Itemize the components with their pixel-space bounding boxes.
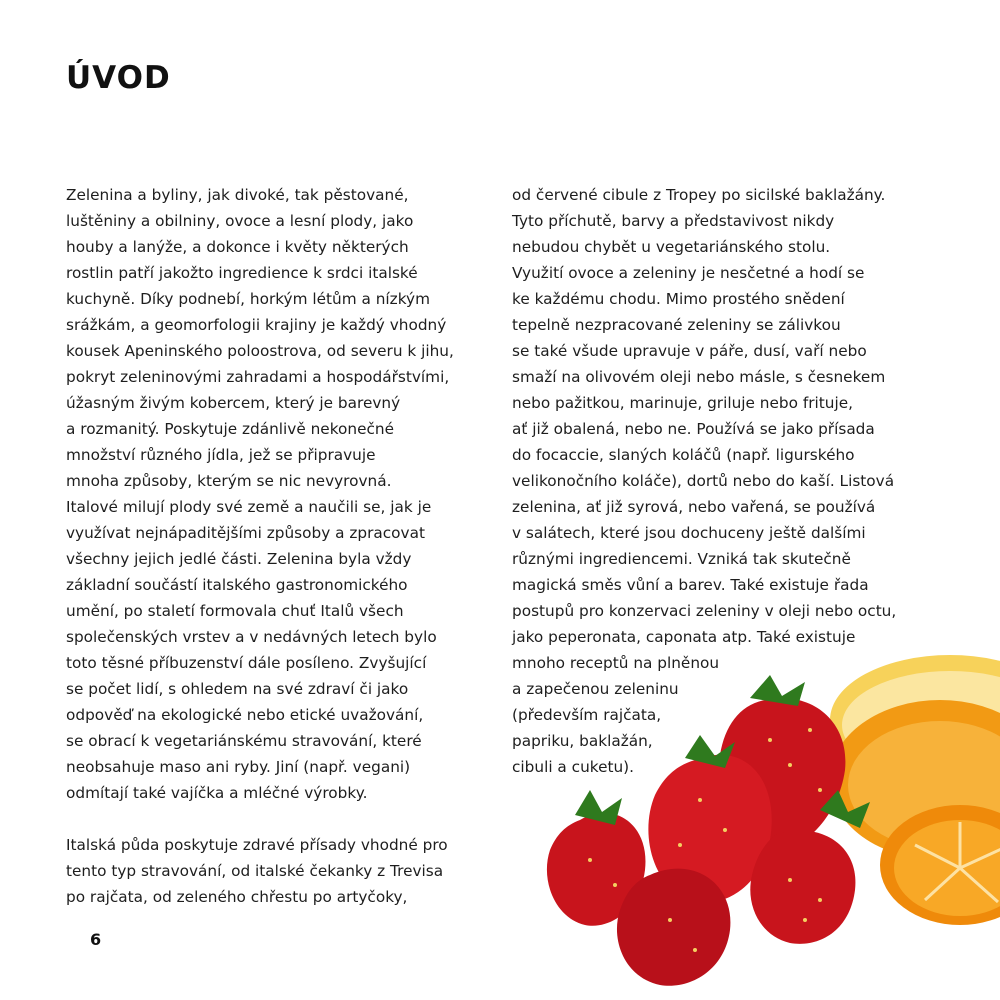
text-line: umění, po staletí formovala chuť Italů všech: [66, 602, 404, 620]
text-line: Využití ovoce a zeleniny je nesčetné a hodí se: [512, 264, 865, 282]
text-line: se také všude upravuje v páře, dusí, vaří nebo: [512, 342, 867, 360]
text-line: smaží na olivovém oleji nebo másle, s česnekem: [512, 368, 886, 386]
text-line: rostlin patří jakožto ingredience k srdci italské: [66, 264, 418, 282]
text-line: se obrací k vegetariánskému stravování, které: [66, 732, 422, 750]
text-line: společenských vrstev a v nedávných letech bylo: [66, 628, 437, 646]
text-line: a rozmanitý. Poskytuje zdánlivě nekonečné: [66, 420, 395, 438]
text-line: různými ingrediencemi. Vzniká tak skutečně: [512, 550, 851, 568]
text-line: Zelenina a byliny, jak divoké, tak pěstované,: [66, 186, 409, 204]
page-number: 6: [90, 930, 102, 949]
text-line: nebudou chybět u vegetariánského stolu.: [512, 238, 831, 256]
text-line: všechny jejich jedlé části. Zelenina byla vždy: [66, 550, 412, 568]
text-line: tepelně nezpracované zeleniny se zálivkou: [512, 316, 841, 334]
text-line: toto těsné příbuzenství dále posíleno. Zvyšující: [66, 654, 427, 672]
text-line: jako peperonata, caponata atp. Také existuje: [512, 628, 856, 646]
text-line: zelenina, ať již syrová, nebo vařená, se používá: [512, 498, 876, 516]
text-line: tento typ stravování, od italské čekanky z Trevisa: [66, 862, 444, 880]
text-line: (především rajčata,: [512, 706, 662, 724]
text-line: odmítají také vajíčka a mléčné výrobky.: [66, 784, 368, 802]
text-line: ke každému chodu. Mimo prostého snědení: [512, 290, 845, 308]
text-line: odpověď na ekologické nebo etické uvažování,: [66, 706, 424, 724]
text-line: cibuli a cuketu).: [512, 758, 635, 776]
text-line: kousek Apeninského poloostrova, od severu k jihu,: [66, 342, 454, 360]
text-line: velikonočního koláče), dortů nebo do kaší. Listová: [512, 472, 895, 490]
text-line: do focaccie, slaných koláčů (např. ligurského: [512, 446, 855, 464]
text-line: Tyto příchutě, barvy a představivost nikdy: [512, 212, 835, 230]
strawberries-and-citrus-image: [520, 630, 1000, 1000]
text-line: pokryt zeleninovými zahradami a hospodářstvími,: [66, 368, 450, 386]
text-line: luštěniny a obilniny, ovoce a lesní plody, jako: [66, 212, 414, 230]
text-line: papriku, baklažán,: [512, 732, 653, 750]
text-line: od červené cibule z Tropey po sicilské baklažány.: [512, 186, 886, 204]
text-line: postupů pro konzervaci zeleniny v oleji nebo octu,: [512, 602, 897, 620]
text-line: základní součástí italského gastronomického: [66, 576, 408, 594]
left-column: [66, 182, 511, 910]
page-title: ÚVOD: [66, 60, 171, 96]
text-line: se počet lidí, s ohledem na své zdraví či jako: [66, 680, 409, 698]
text-line: houby a lanýže, a dokonce i květy některých: [66, 238, 409, 256]
text-line: ať již obalená, nebo ne. Používá se jako přísada: [512, 420, 875, 438]
text-line: po rajčata, od zeleného chřestu po artyčoky,: [66, 888, 408, 906]
text-line: kuchyně. Díky podnebí, horkým létům a nízkým: [66, 290, 430, 308]
text-line: a zapečenou zeleninu: [512, 680, 679, 698]
text-line: mnoho receptů na plněnou: [512, 654, 720, 672]
text-line: magická směs vůní a barev. Také existuje řada: [512, 576, 869, 594]
paragraph-2: [66, 832, 511, 910]
text-line: Italská půda poskytuje zdravé přísady vhodné pro: [66, 836, 448, 854]
text-line: využívat nejnápaditějšími způsoby a zpracovat: [66, 524, 425, 542]
paragraph-1: [66, 182, 511, 806]
text-line: srážkám, a geomorfologii krajiny je každý vhodný: [66, 316, 447, 334]
text-line: neobsahuje maso ani ryby. Jiní (např. vegani): [66, 758, 411, 776]
text-line: množství různého jídla, jež se připravuje: [66, 446, 376, 464]
text-line: Italové milují plody své země a naučili se, jak je: [66, 498, 432, 516]
text-line: nebo pažitkou, marinuje, griluje nebo frituje,: [512, 394, 853, 412]
text-line: v salátech, které jsou dochuceny ještě dalšími: [512, 524, 866, 542]
text-line: úžasným živým kobercem, který je barevný: [66, 394, 401, 412]
text-line: mnoha způsoby, kterým se nic nevyrovná.: [66, 472, 392, 490]
